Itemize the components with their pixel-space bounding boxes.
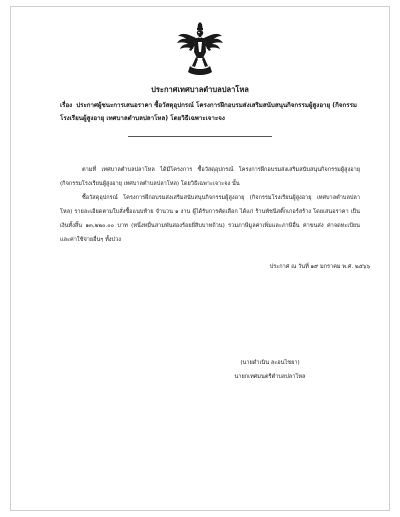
announcement-date: ประกาศ ณ วันที่ ๑๙ มกราคม พ.ศ. ๒๕๖๖ — [269, 264, 370, 270]
subject-label: เรื่อง — [60, 102, 73, 109]
signatory-name: (นายดำเนิน ละอนไชยา) — [240, 360, 300, 366]
paragraph-intro: ตามที่ เทศบาลตำบลปลาโหล ได้มีโครงการ ซื้อวัสดุอุปกรณ์ โครงการฝึกอบรมส่งเสริมสนับสนุนกิจกรรมผู้สูงอายุ (กิจกรรมโรงเรียนผู้สูงอายุ เทศบาลตำบลปลาโหล) โดยวิธีเฉพาะเจาะจง นั้น — [60, 167, 360, 187]
signatory-title: นายกเทศมนตรีตำบลปลาโหล — [234, 374, 306, 380]
document-page — [10, 6, 390, 511]
garuda-emblem-icon — [176, 22, 224, 78]
announcement-body — [60, 163, 360, 247]
divider — [128, 136, 272, 137]
paragraph-award: ซื้อวัสดุอุปกรณ์ โครงการฝึกอบรมส่งเสริมสนับสนุนกิจกรรมผู้สูงอายุ (กิจกรรมโรงเรียนผู้สูงอายุ เทศบาลตำบลปลาโหล) รายละเอียดตามใบสั่งซื้อแนบท้าย จำนวน ๑ งาน ผู้ได้รับการคัดเลือก ได้แก่ ร้านพัชนีสติ๊กเกอร์สร้าง โดยเสนอราคา เป็นเงินทั้งสิ้น ๑๓,๒๒๐.๐๐ บาท (หนึ่งหมื่นสามพันสองร้อยยี่สิบบาทถ้วน) รวมภาษีมูลค่าเพิ่มและภาษีอื่น ค่าขนส่ง ค่าจดทะเบียน และค่าใช้จ่ายอื่นๆ ทั้งปวง — [60, 195, 360, 243]
subject-line — [60, 99, 360, 125]
organization-title: ประกาศเทศบาลตำบลปลาโหล — [151, 85, 249, 94]
subject-text: ประกาศผู้ชนะการเสนอราคา ซื้อวัสดุอุปกรณ์ โครงการฝึกอบรมส่งเสริมสนับสนุนกิจกรรมผู้สูงอายุ (กิจกรรมโรงเรียนผู้สูงอายุ เทศบาลตำบลปลาโหล) โดยวิธีเฉพาะเจาะจง — [60, 102, 357, 122]
